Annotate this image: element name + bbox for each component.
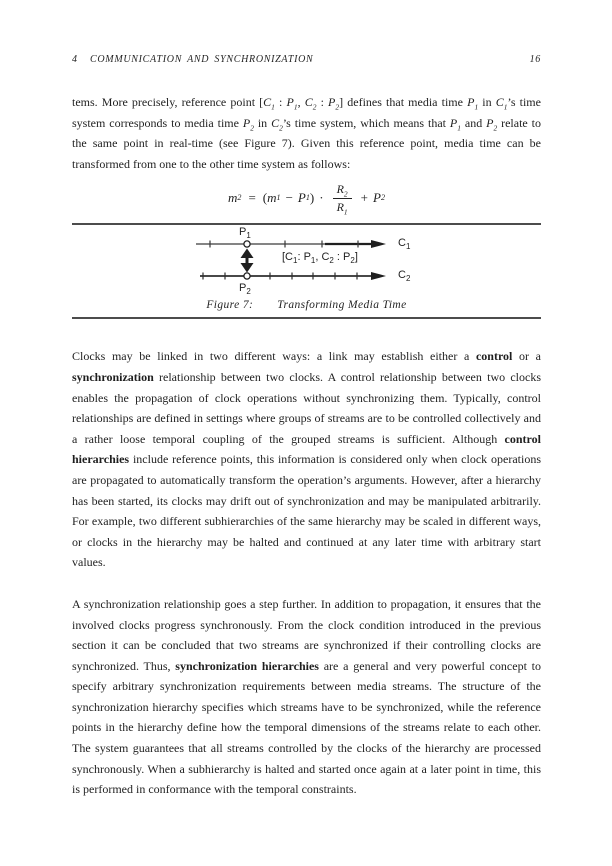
p2-point-label: $P_2$	[239, 282, 251, 297]
paragraph-media-time: tems. More precisely, reference point [$C_1$ : $P_1$, $C_2$ : $P_2$] defines that media time $P_1$ in $C_1’s$ time system corresponds to media time $P_2$ in $C_2’s$ time system, which means that $P_1$ and $P_2$ relate to the same point in real-time (see Figure 7). Given this reference point, media time can be transformed from one to the other time system as follows:	[72, 95, 541, 171]
c1-clock-label: $C_1$	[398, 237, 411, 252]
page-header	[72, 54, 541, 65]
reference-point-p2-marker	[244, 273, 250, 279]
close-paren: )	[309, 190, 315, 206]
timeline-c1-arrowhead	[371, 240, 386, 248]
fraction-denominator: $R_1$	[336, 199, 348, 217]
reference-point-label: [$C_1$: $P_1$, $C_2$ : $P_2$]	[282, 251, 358, 266]
figure-caption-number: Figure 7:	[206, 299, 254, 312]
timeline-c2-arrowhead	[371, 272, 386, 280]
multiplication-dot: ·	[319, 190, 324, 206]
figure-caption	[72, 299, 541, 311]
page-number: 16	[529, 54, 541, 65]
plus-sign: +	[360, 190, 368, 206]
section-title: COMMUNICATION AND SYNCHRONIZATION	[90, 54, 314, 65]
equals-sign: =	[248, 190, 256, 206]
fraction-numerator: $R_2$	[333, 182, 352, 199]
minus-sign: −	[285, 190, 293, 206]
paragraph-synchronization-relationship: A synchronization relationship goes a step further. In addition to propagation, it ensures that the involved clocks progress synchronously. From the clock condition introduced in the previous section it can be concluded that two streams are synchronized if their controlling clocks are synchronized. Thus, synchronization hierarchies are a general and very powerful concept to specify arbitrary synchronization requirements between media streams. The structure of the synchronization hierarchy specifies which streams have to be synchronized, while the reference points in the hierarchy define how the temporal dimensions of the streams relate to each other. The system guarantees that all streams controlled by the clocks of the hierarchy are processed synchronously. When a subhierarchy is halted and started once again at a later point in time, this is performed in conformance with the temporal constraints.	[72, 596, 542, 797]
figure-caption-title: Transforming Media Time	[277, 299, 407, 312]
open-paren: (	[262, 190, 268, 206]
formula-media-time-transform: m 2 = ( m 1 − P 1 ) · $\frac{R_2}{R_1}$ + P 2	[228, 181, 385, 217]
figure-bottom-rule	[72, 317, 541, 319]
c2-clock-label: $C_2$	[398, 269, 411, 284]
fraction-r2-r1	[333, 182, 352, 215]
reference-point-p1-marker	[244, 241, 250, 247]
sync-arrowhead-up	[241, 249, 254, 259]
figure-7	[72, 223, 541, 319]
figure-7-diagram	[72, 225, 540, 297]
section-heading	[72, 54, 313, 65]
sync-arrowhead-down	[241, 263, 254, 273]
p1-point-label: $P_1$	[239, 226, 251, 241]
paragraph-clock-links: Clocks may be linked in two different ways: a link may establish either a control or a synchronization relationship between two clocks. A control relationship between two clocks enables the propagation of clock operations without synchronizing them. Typically, control relationships are defined in settings where groups of streams are to be controlled collectively and a rather loose temporal coupling of the grouped streams is sufficient. Although control hierarchies include reference points, this information is considered only when clock operations are propagated to automatically transform the operation’s arguments. However, after a hierarchy has been started, its clocks may drift out of synchronization and may be manipulated arbitrarily. For example, two different subhierarchies of the same hierarchy may be scaled in different ways, or clocks in the hierarchy may be halted and continued at any later time with arbitrary start values.	[72, 349, 542, 570]
formula-lhs: m	[228, 190, 238, 206]
section-number: 4	[72, 54, 77, 65]
